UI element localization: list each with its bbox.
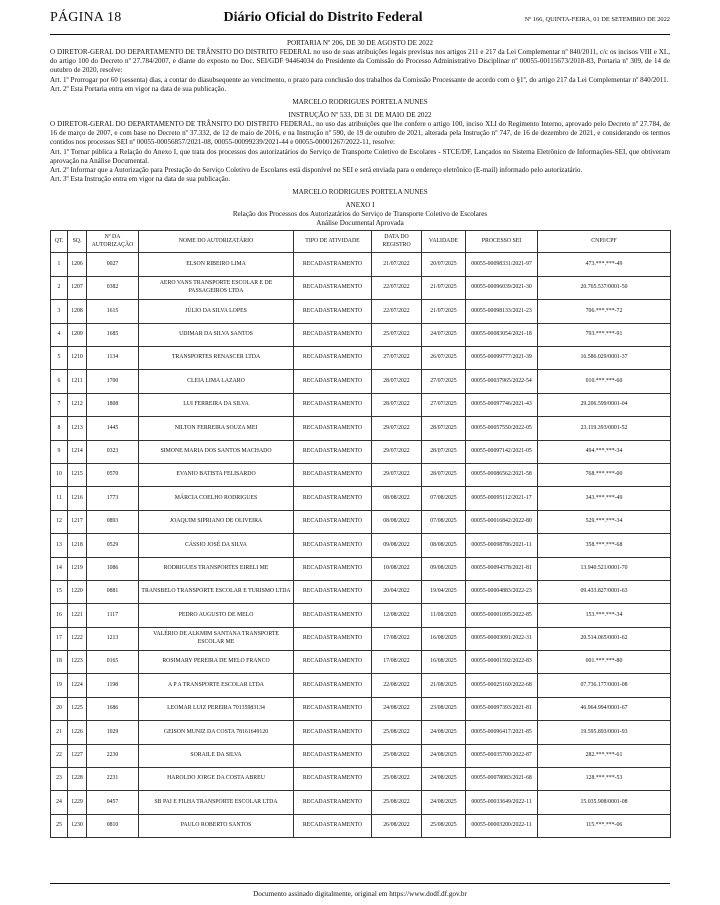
- instrucao-art2: Art. 2º Informar que a Autorização para Prestação do Serviço Coletivo de Escolares está disponível no SEI e será enviada para o endereço eletrônico (E-mail) informado pelo autorizatário.: [50, 166, 583, 175]
- cell-cnpj-cpf: 473.***.***-49: [538, 253, 671, 276]
- cell-autorizacao: 0323: [87, 440, 139, 463]
- cell-cnpj-cpf: 16.586.029/0001-37: [538, 347, 671, 370]
- cell-cnpj-cpf: 010.***.***-60: [538, 370, 671, 393]
- cell-data-registro: 22/08/2022: [372, 674, 422, 697]
- table-row: [51, 487, 671, 510]
- cell-cnpj-cpf: 529.***.***-34: [538, 510, 671, 533]
- cell-atividade: RECADASTRAMENTO: [294, 651, 372, 674]
- instrucao-heading: INSTRUÇÃO Nº 533, DE 31 DE MAIO DE 2022: [288, 111, 432, 120]
- cell-atividade: RECADASTRAMENTO: [294, 393, 372, 416]
- cell-autorizacao: 1029: [87, 721, 139, 744]
- cell-atividade: RECADASTRAMENTO: [294, 510, 372, 533]
- cell-processo: 00055-00035700/2022-87: [466, 744, 538, 767]
- cell-nome: PAULO ROBERTO SANTOS: [139, 814, 294, 837]
- table-row: [51, 768, 671, 791]
- cell-data-registro: 25/08/2022: [372, 721, 422, 744]
- cell-nome: GEISON MUNIZ DA COSTA 78161649120: [139, 721, 294, 744]
- cell-atividade: RECADASTRAMENTO: [294, 814, 372, 837]
- cell-autorizacao: 0570: [87, 463, 139, 486]
- cell-cnpj-cpf: 343.***.***-49: [538, 487, 671, 510]
- cell-qt: 3: [51, 300, 68, 323]
- cell-processo: 00055-00003200/2022-11: [466, 814, 538, 837]
- cell-nome: CLEIA LIMA LAZARO: [139, 370, 294, 393]
- cell-qt: 12: [51, 510, 68, 533]
- cell-data-registro: 12/08/2022: [372, 604, 422, 627]
- cell-cnpj-cpf: 001.***.***-80: [538, 651, 671, 674]
- cell-data-registro: 28/07/2022: [372, 370, 422, 393]
- cell-autorizacao: 1198: [87, 674, 139, 697]
- portaria-intro: O DIRETOR-GERAL DO DEPARTAMENTO DE TRÂNSITO DO DISTRITO FEDERAL no uso de suas atribuições legais previstas nos artigos 211 e 217 da Lei Complementar nº 840/2011, c/c os incisos VIII e XL, do artigo 100 do Decreto nº 27.784/2007, e diante do exposto no Doc. SEI/GDF 94464034 do Presidente da Comissão do Processo Administrativo Disciplinar nº 00055-00115673/2018-83, Portaria nº 309, de 14 de outubro de 2020, resolve:: [50, 48, 670, 75]
- cell-nome: RODRIGUES TRANSPORTES EIRELI ME: [139, 557, 294, 580]
- portaria-art1: Art. 1º Prorrogar por 60 (sessenta) dias, a contar do diasubsequente ao vencimento, o prazo para conclusão dos trabalhos da Comissão Processante de acordo com o §1º, do artigo 217 da Lei Complementar nº 840/2011.: [50, 75, 669, 84]
- cell-processo: 00055-00098133/2021-23: [466, 300, 538, 323]
- authorizations-table: [50, 230, 671, 838]
- anexo-title: ANEXO I: [345, 201, 375, 210]
- cell-data-registro: 29/07/2022: [372, 440, 422, 463]
- cell-atividade: RECADASTRAMENTO: [294, 300, 372, 323]
- cell-autorizacao: 1773: [87, 487, 139, 510]
- table-row: [51, 300, 671, 323]
- table-body: [51, 253, 671, 838]
- cell-data-registro: 24/08/2022: [372, 697, 422, 720]
- col-header-sq: SQ.: [68, 231, 87, 253]
- cell-nome: VALÉRIO DE ALKMIM SANTANA TRANSPORTE ESCOLAR ME: [139, 627, 294, 650]
- cell-qt: 8: [51, 417, 68, 440]
- cell-qt: 16: [51, 604, 68, 627]
- cell-cnpj-cpf: 23.119.393/0001-52: [538, 417, 671, 440]
- cell-sq: 1216: [68, 487, 87, 510]
- cell-cnpj-cpf: 07.736.177/0001-08: [538, 674, 671, 697]
- cell-qt: 21: [51, 721, 68, 744]
- cell-sq: 1226: [68, 721, 87, 744]
- table-row: [51, 791, 671, 814]
- cell-atividade: RECADASTRAMENTO: [294, 744, 372, 767]
- table-row: [51, 253, 671, 276]
- table-row: [51, 580, 671, 603]
- cell-data-registro: 25/08/2022: [372, 768, 422, 791]
- cell-nome: PEDRO AUGUSTO DE MELO: [139, 604, 294, 627]
- cell-data-registro: 25/08/2022: [372, 791, 422, 814]
- table-row: [51, 627, 671, 650]
- cell-autorizacao: 1700: [87, 370, 139, 393]
- cell-processo: 00055-00094378/2021-81: [466, 557, 538, 580]
- cell-sq: 1230: [68, 814, 87, 837]
- table-row: [51, 651, 671, 674]
- cell-validade: 07/08/2025: [422, 487, 466, 510]
- cell-qt: 10: [51, 463, 68, 486]
- instrucao-art1: Art. 1º Tornar pública a Relação do Anexo I, que trata dos processos dos autorizatários do Serviço de Transporte Coletivo de Escolares - STCE/DF, Lançados no Sistema Eletrônico de Informações-SEI, que obtiveram aprovação na Análise Documental.: [50, 147, 670, 165]
- cell-autorizacao: 2231: [87, 768, 139, 791]
- cell-validade: 24/08/2025: [422, 768, 466, 791]
- cell-atividade: RECADASTRAMENTO: [294, 627, 372, 650]
- cell-sq: 1213: [68, 417, 87, 440]
- cell-sq: 1210: [68, 347, 87, 370]
- cell-validade: 16/08/2025: [422, 627, 466, 650]
- cell-processo: 00055-00004883/2022-23: [466, 580, 538, 603]
- cell-data-registro: 09/08/2022: [372, 534, 422, 557]
- cell-qt: 15: [51, 580, 68, 603]
- cell-autorizacao: 1086: [87, 557, 139, 580]
- cell-processo: 00055-00037965/2022-54: [466, 370, 538, 393]
- cell-cnpj-cpf: 19.595.893/0001-93: [538, 721, 671, 744]
- cell-autorizacao: 2230: [87, 744, 139, 767]
- cell-validade: 09/08/2025: [422, 557, 466, 580]
- cell-data-registro: 17/08/2022: [372, 651, 422, 674]
- cell-qt: 20: [51, 697, 68, 720]
- page-header: [50, 10, 670, 32]
- table-row: [51, 604, 671, 627]
- cell-validade: 21/07/2025: [422, 276, 466, 299]
- col-header-data-registro: DATA DO REGISTRO: [372, 231, 422, 253]
- cell-qt: 22: [51, 744, 68, 767]
- table-row: [51, 534, 671, 557]
- table-row: [51, 510, 671, 533]
- cell-qt: 7: [51, 393, 68, 416]
- cell-atividade: RECADASTRAMENTO: [294, 323, 372, 346]
- cell-sq: 1220: [68, 580, 87, 603]
- table-row: [51, 463, 671, 486]
- cell-processo: 00055-00003091/2022-31: [466, 627, 538, 650]
- cell-cnpj-cpf: 793.***.***-91: [538, 323, 671, 346]
- cell-nome: UDIMAR DA SILVA SANTOS: [139, 323, 294, 346]
- cell-nome: SORAILE DA SILVA: [139, 744, 294, 767]
- cell-data-registro: 25/07/2022: [372, 323, 422, 346]
- col-header-nome: NOME DO AUTORIZATÁRIO: [139, 231, 294, 253]
- cell-data-registro: 10/08/2022: [372, 557, 422, 580]
- portaria-signer: MARCELO RODRIGUES PORTELA NUNES: [292, 98, 428, 107]
- cell-atividade: RECADASTRAMENTO: [294, 253, 372, 276]
- cell-sq: 1228: [68, 768, 87, 791]
- portaria-heading: PORTARIA Nº 206, DE 30 DE AGOSTO DE 2022: [287, 39, 433, 47]
- cell-nome: CÁSSIO JOSÉ DA SILVA: [139, 534, 294, 557]
- cell-validade: 21/08/2025: [422, 674, 466, 697]
- table-header-row: [51, 231, 671, 253]
- cell-sq: 1206: [68, 253, 87, 276]
- cell-sq: 1207: [68, 276, 87, 299]
- footer-rule: [50, 883, 670, 884]
- cell-validade: 24/08/2025: [422, 744, 466, 767]
- cell-processo: 00055-00097142/2021-05: [466, 440, 538, 463]
- cell-atividade: RECADASTRAMENTO: [294, 791, 372, 814]
- cell-sq: 1217: [68, 510, 87, 533]
- cell-atividade: RECADASTRAMENTO: [294, 347, 372, 370]
- cell-autorizacao: 0810: [87, 814, 139, 837]
- cell-qt: 11: [51, 487, 68, 510]
- cell-nome: MÁRCIA COELHO RODRIGUES: [139, 487, 294, 510]
- cell-validade: 08/08/2025: [422, 534, 466, 557]
- cell-processo: 00055-00001592/2022-83: [466, 651, 538, 674]
- cell-sq: 1229: [68, 791, 87, 814]
- cell-atividade: RECADASTRAMENTO: [294, 487, 372, 510]
- cell-cnpj-cpf: 13.940.521/0001-70: [538, 557, 671, 580]
- cell-validade: 20/07/2025: [422, 253, 466, 276]
- cell-validade: 28/07/2025: [422, 417, 466, 440]
- table-row: [51, 814, 671, 837]
- cell-data-registro: 29/07/2022: [372, 463, 422, 486]
- cell-processo: 00055-00096039/2021-30: [466, 276, 538, 299]
- page-number: PÁGINA 18: [50, 10, 122, 25]
- cell-processo: 00055-00096417/2021-85: [466, 721, 538, 744]
- table-row: [51, 557, 671, 580]
- cell-atividade: RECADASTRAMENTO: [294, 276, 372, 299]
- cell-data-registro: 22/07/2022: [372, 276, 422, 299]
- cell-atividade: RECADASTRAMENTO: [294, 417, 372, 440]
- anexo-subtitle2: Análise Documental Aprovada: [316, 219, 404, 228]
- cell-cnpj-cpf: 768.***.***-00: [538, 463, 671, 486]
- table-row: [51, 417, 671, 440]
- cell-nome: JÚLIO DA SILVA LOPES: [139, 300, 294, 323]
- cell-autorizacao: 0165: [87, 651, 139, 674]
- publication-title: Diário Oficial do Distrito Federal: [223, 10, 423, 25]
- cell-sq: 1214: [68, 440, 87, 463]
- cell-autorizacao: 1134: [87, 347, 139, 370]
- cell-sq: 1208: [68, 300, 87, 323]
- cell-sq: 1209: [68, 323, 87, 346]
- cell-autorizacao: 1686: [87, 697, 139, 720]
- edition-info: Nº 166, QUINTA-FEIRA, 01 DE SETEMBRO DE 2022: [524, 16, 670, 23]
- table-row: [51, 347, 671, 370]
- cell-qt: 4: [51, 323, 68, 346]
- cell-validade: 24/08/2025: [422, 721, 466, 744]
- cell-nome: AERO VANS TRANSPORTE ESCOLAR E DE PASSAGEIROS LTDA: [139, 276, 294, 299]
- footer-note: Documento assinado digitalmente, original em https://www.dodf.df.gov.br: [253, 890, 467, 898]
- cell-nome: SIMONE MARIA DOS SANTOS MACHADO: [139, 440, 294, 463]
- cell-sq: 1225: [68, 697, 87, 720]
- table-row: [51, 674, 671, 697]
- cell-nome: ROSIMARY PEREIRA DE MELO FRANCO: [139, 651, 294, 674]
- cell-nome: TRANSBELO TRANSPORTE ESCOLAR E TURISMO LTDA: [139, 580, 294, 603]
- cell-validade: 19/04/2025: [422, 580, 466, 603]
- cell-qt: 9: [51, 440, 68, 463]
- cell-sq: 1211: [68, 370, 87, 393]
- cell-processo: 00055-00097746/2021-43: [466, 393, 538, 416]
- cell-validade: 23/08/2025: [422, 697, 466, 720]
- cell-sq: 1222: [68, 627, 87, 650]
- cell-processo: 00055-00033649/2022-11: [466, 791, 538, 814]
- cell-cnpj-cpf: 494.***.***-34: [538, 440, 671, 463]
- cell-sq: 1224: [68, 674, 87, 697]
- cell-autorizacao: 0881: [87, 580, 139, 603]
- cell-atividade: RECADASTRAMENTO: [294, 674, 372, 697]
- portaria-art2: Art. 2º Esta Portaria entra em vigor na data de sua publicação.: [50, 84, 227, 93]
- cell-cnpj-cpf: 128.***.***-53: [538, 768, 671, 791]
- cell-data-registro: 21/07/2022: [372, 253, 422, 276]
- cell-nome: NILTON FERREIRA SOUZA MEI: [139, 417, 294, 440]
- cell-validade: 25/08/2025: [422, 814, 466, 837]
- col-header-processo: PROCESSO SEI: [466, 231, 538, 253]
- col-header-validade: VALIDADE: [422, 231, 466, 253]
- cell-autorizacao: 0382: [87, 276, 139, 299]
- anexo-subtitle: Relação dos Processos dos Autorizatários do Serviço de Transporte Coletivo de Escolares: [232, 210, 488, 219]
- col-header-atividade: TIPO DE ATIVIDADE: [294, 231, 372, 253]
- cell-autorizacao: 0893: [87, 510, 139, 533]
- cell-qt: 14: [51, 557, 68, 580]
- cell-sq: 1215: [68, 463, 87, 486]
- cell-nome: LUI FERREIRA DA SILVA: [139, 393, 294, 416]
- cell-sq: 1223: [68, 651, 87, 674]
- cell-data-registro: 08/08/2022: [372, 487, 422, 510]
- cell-cnpj-cpf: 20.514.065/0001-62: [538, 627, 671, 650]
- cell-autorizacao: 1213: [87, 627, 139, 650]
- cell-autorizacao: 1445: [87, 417, 139, 440]
- cell-processo: 00055-00083054/2021-18: [466, 323, 538, 346]
- col-header-autorizacao: Nº DA AUTORIZAÇÃO: [87, 231, 139, 253]
- cell-atividade: RECADASTRAMENTO: [294, 580, 372, 603]
- cell-autorizacao: 1685: [87, 323, 139, 346]
- cell-cnpj-cpf: 20.765.537/0001-50: [538, 276, 671, 299]
- cell-processo: 00055-00086562/2021-58: [466, 463, 538, 486]
- cell-processo: 00055-00001095/2022-85: [466, 604, 538, 627]
- cell-processo: 00055-00016842/2022-80: [466, 510, 538, 533]
- cell-validade: 26/07/2025: [422, 347, 466, 370]
- table-row: [51, 744, 671, 767]
- cell-validade: 16/08/2025: [422, 651, 466, 674]
- cell-qt: 17: [51, 627, 68, 650]
- cell-validade: 28/07/2025: [422, 463, 466, 486]
- cell-qt: 25: [51, 814, 68, 837]
- cell-sq: 1219: [68, 557, 87, 580]
- cell-data-registro: 17/08/2022: [372, 627, 422, 650]
- cell-cnpj-cpf: 115.***.***-06: [538, 814, 671, 837]
- cell-cnpj-cpf: 153.***.***-34: [538, 604, 671, 627]
- cell-processo: 00055-00025160/2022-68: [466, 674, 538, 697]
- cell-atividade: RECADASTRAMENTO: [294, 604, 372, 627]
- cell-processo: 00055-00078083/2021-68: [466, 768, 538, 791]
- cell-autorizacao: 1808: [87, 393, 139, 416]
- cell-sq: 1218: [68, 534, 87, 557]
- cell-atividade: RECADASTRAMENTO: [294, 440, 372, 463]
- instrucao-intro: O DIRETOR-GERAL DO DEPARTAMENTO DE TRÂNSITO DO DISTRITO FEDERAL, no uso das atribuições que lhe confere o artigo 100, inciso XLI do Regimento Interno, aprovado pelo Decreto nº 27.784, de 16 de março de 2007, e com base no Decreto nº 37.332, de 12 de maio de 2016, e na Instrução nº 590, de 19 de outubro de 2021, alterada pela Instrução nº 747, de 16 de dezembro de 2021, e considerando os termos contidos nos processos SEI nº 00055-00056857/2021-08, 00055-00099239/2021-44 e 00055-00001267/2022-11, resolve:: [50, 120, 670, 147]
- cell-sq: 1212: [68, 393, 87, 416]
- cell-nome: ELSON RIBEIRO LIMA: [139, 253, 294, 276]
- table-row: [51, 276, 671, 299]
- cell-nome: LEOMAR LUIZ PEREIRA 70135983134: [139, 697, 294, 720]
- cell-data-registro: 29/07/2022: [372, 417, 422, 440]
- cell-cnpj-cpf: 09.433.827/0001-63: [538, 580, 671, 603]
- cell-qt: 5: [51, 347, 68, 370]
- cell-cnpj-cpf: 29.206.599/0001-04: [538, 393, 671, 416]
- cell-data-registro: 20/04/2022: [372, 580, 422, 603]
- cell-sq: 1227: [68, 744, 87, 767]
- instrucao-signer: MARCELO RODRIGUES PORTELA NUNES: [292, 188, 428, 197]
- cell-data-registro: 27/07/2022: [372, 347, 422, 370]
- table-row: [51, 323, 671, 346]
- cell-atividade: RECADASTRAMENTO: [294, 534, 372, 557]
- cell-nome: JOAQUIM SIPRIANO DE OLIVEIRA: [139, 510, 294, 533]
- cell-atividade: RECADASTRAMENTO: [294, 557, 372, 580]
- cell-processo: 00055-00097393/2021-81: [466, 697, 538, 720]
- cell-cnpj-cpf: 15.035.908/0001-08: [538, 791, 671, 814]
- cell-data-registro: 28/07/2022: [372, 393, 422, 416]
- cell-data-registro: 08/08/2022: [372, 510, 422, 533]
- cell-autorizacao: 0529: [87, 534, 139, 557]
- cell-atividade: RECADASTRAMENTO: [294, 721, 372, 744]
- cell-autorizacao: 1117: [87, 604, 139, 627]
- cell-qt: 13: [51, 534, 68, 557]
- cell-qt: 1: [51, 253, 68, 276]
- cell-qt: 6: [51, 370, 68, 393]
- cell-nome: A P A TRANSPORTE ESCOLAR LTDA: [139, 674, 294, 697]
- cell-atividade: RECADASTRAMENTO: [294, 697, 372, 720]
- cell-qt: 18: [51, 651, 68, 674]
- cell-processo: 00055-00098786/2021-11: [466, 534, 538, 557]
- cell-nome: TRANSPORTES RENASCER LTDA: [139, 347, 294, 370]
- cell-validade: 27/07/2025: [422, 393, 466, 416]
- cell-qt: 19: [51, 674, 68, 697]
- instrucao-art3: Art. 3º Esta Instrução entra em vigor na data de sua publicação.: [50, 175, 231, 184]
- cell-processo: 00055-00057550/2022-05: [466, 417, 538, 440]
- cell-nome: EVANIO BATISTA FELISARDO: [139, 463, 294, 486]
- table-row: [51, 721, 671, 744]
- cell-cnpj-cpf: 282.***.***-61: [538, 744, 671, 767]
- cell-validade: 27/07/2025: [422, 370, 466, 393]
- cell-nome: HAROLDO JORGE DA COSTA ABREU: [139, 768, 294, 791]
- cell-qt: 2: [51, 276, 68, 299]
- col-header-qt: QT.: [51, 231, 68, 253]
- cell-qt: 23: [51, 768, 68, 791]
- cell-data-registro: 22/07/2022: [372, 300, 422, 323]
- table-row: [51, 370, 671, 393]
- cell-validade: 11/08/2025: [422, 604, 466, 627]
- cell-validade: 24/08/2025: [422, 791, 466, 814]
- cell-processo: 00055-00095112/2021-17: [466, 487, 538, 510]
- cell-atividade: RECADASTRAMENTO: [294, 463, 372, 486]
- cell-processo: 00055-00099777/2021-39: [466, 347, 538, 370]
- cell-autorizacao: 1615: [87, 300, 139, 323]
- cell-autorizacao: 0027: [87, 253, 139, 276]
- table-row: [51, 697, 671, 720]
- cell-processo: 00055-00098331/2021-97: [466, 253, 538, 276]
- cell-validade: 07/08/2025: [422, 510, 466, 533]
- cell-cnpj-cpf: 358.***.***-68: [538, 534, 671, 557]
- cell-cnpj-cpf: 706.***.***-72: [538, 300, 671, 323]
- cell-nome: SB PAI E FILHA TRANSPORTE ESCOLAR LTDA: [139, 791, 294, 814]
- cell-data-registro: 26/08/2022: [372, 814, 422, 837]
- table-row: [51, 393, 671, 416]
- cell-data-registro: 25/08/2022: [372, 744, 422, 767]
- cell-validade: 28/07/2025: [422, 440, 466, 463]
- cell-sq: 1221: [68, 604, 87, 627]
- cell-atividade: RECADASTRAMENTO: [294, 768, 372, 791]
- cell-atividade: RECADASTRAMENTO: [294, 370, 372, 393]
- cell-validade: 21/07/2025: [422, 300, 466, 323]
- cell-validade: 24/07/2025: [422, 323, 466, 346]
- cell-cnpj-cpf: 46.964.994/0001-67: [538, 697, 671, 720]
- cell-autorizacao: 0457: [87, 791, 139, 814]
- table-row: [51, 440, 671, 463]
- cell-qt: 24: [51, 791, 68, 814]
- col-header-cnpj-cpf: CNPJ/CPF: [538, 231, 671, 253]
